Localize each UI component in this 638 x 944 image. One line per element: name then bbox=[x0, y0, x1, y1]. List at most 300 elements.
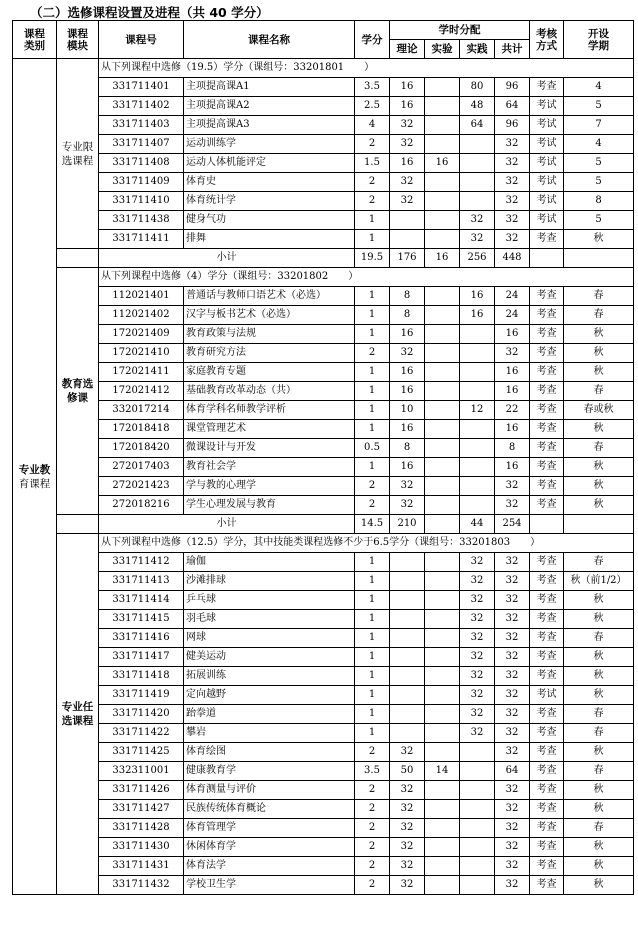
header-term: 开设 学期 bbox=[564, 21, 634, 59]
experiment-hours bbox=[425, 572, 460, 591]
header-practice: 实践 bbox=[460, 40, 495, 59]
credit: 2 bbox=[355, 173, 390, 192]
total-hours: 96 bbox=[495, 116, 530, 135]
course-code: 112021402 bbox=[99, 306, 184, 325]
course-name: 教育研究方法 bbox=[184, 344, 355, 363]
total-hours: 32 bbox=[495, 705, 530, 724]
course-code: 331711410 bbox=[99, 192, 184, 211]
experiment-hours bbox=[425, 458, 460, 477]
theory-hours: 32 bbox=[390, 496, 425, 515]
subtotal-total: 448 bbox=[495, 249, 530, 268]
course-code: 331711430 bbox=[99, 838, 184, 857]
term: 秋 bbox=[564, 458, 634, 477]
term: 4 bbox=[564, 78, 634, 97]
total-hours: 32 bbox=[495, 667, 530, 686]
total-hours: 32 bbox=[495, 477, 530, 496]
course-name: 主项提高课A1 bbox=[184, 78, 355, 97]
course-code: 331711426 bbox=[99, 781, 184, 800]
term: 秋（前1/2） bbox=[564, 572, 634, 591]
table-row bbox=[13, 705, 634, 724]
table-row bbox=[13, 857, 634, 876]
header-module: 课程 模块 bbox=[57, 21, 99, 59]
practice-hours bbox=[460, 363, 495, 382]
theory-hours: 16 bbox=[390, 97, 425, 116]
assessment: 考查 bbox=[530, 876, 564, 895]
assessment: 考查 bbox=[530, 705, 564, 724]
experiment-hours bbox=[425, 306, 460, 325]
total-hours: 32 bbox=[495, 610, 530, 629]
theory-hours bbox=[390, 724, 425, 743]
experiment-hours bbox=[425, 667, 460, 686]
table-row bbox=[13, 325, 634, 344]
total-hours: 64 bbox=[495, 97, 530, 116]
theory-hours bbox=[390, 686, 425, 705]
experiment-hours bbox=[425, 591, 460, 610]
subtotal-label: 小计 bbox=[99, 515, 355, 534]
assessment: 考查 bbox=[530, 287, 564, 306]
term: 秋 bbox=[564, 230, 634, 249]
practice-hours: 32 bbox=[460, 648, 495, 667]
assessment: 考查 bbox=[530, 344, 564, 363]
practice-hours: 32 bbox=[460, 230, 495, 249]
table-row bbox=[13, 458, 634, 477]
table-row bbox=[13, 363, 634, 382]
course-name: 沙滩排球 bbox=[184, 572, 355, 591]
course-code: 331711418 bbox=[99, 667, 184, 686]
theory-hours: 50 bbox=[390, 762, 425, 781]
experiment-hours bbox=[425, 838, 460, 857]
practice-hours bbox=[460, 173, 495, 192]
course-name: 瑜伽 bbox=[184, 553, 355, 572]
assessment: 考查 bbox=[530, 553, 564, 572]
course-code: 172021412 bbox=[99, 382, 184, 401]
theory-hours: 32 bbox=[390, 344, 425, 363]
module-cell: 专业任 选课程 bbox=[57, 534, 99, 895]
table-row bbox=[13, 496, 634, 515]
assessment: 考查 bbox=[530, 382, 564, 401]
total-hours: 32 bbox=[495, 819, 530, 838]
term: 秋 bbox=[564, 363, 634, 382]
theory-hours: 32 bbox=[390, 857, 425, 876]
experiment-hours bbox=[425, 173, 460, 192]
table-row bbox=[13, 667, 634, 686]
table-row bbox=[13, 401, 634, 420]
term: 秋 bbox=[564, 838, 634, 857]
total-hours: 16 bbox=[495, 458, 530, 477]
table-row bbox=[13, 781, 634, 800]
course-code: 272021423 bbox=[99, 477, 184, 496]
table-row bbox=[13, 477, 634, 496]
experiment-hours bbox=[425, 344, 460, 363]
term: 4 bbox=[564, 135, 634, 154]
credit: 1 bbox=[355, 724, 390, 743]
theory-hours bbox=[390, 610, 425, 629]
experiment-hours bbox=[425, 743, 460, 762]
course-name: 网球 bbox=[184, 629, 355, 648]
table-row bbox=[13, 439, 634, 458]
credit: 1 bbox=[355, 648, 390, 667]
course-name: 跆拳道 bbox=[184, 705, 355, 724]
table-row bbox=[13, 382, 634, 401]
assessment: 考试 bbox=[530, 116, 564, 135]
table-title: （二）选修课程设置及进程（共 40 学分） bbox=[30, 5, 269, 20]
term: 秋 bbox=[564, 344, 634, 363]
module-empty-cell bbox=[57, 249, 99, 268]
course-code: 332017214 bbox=[99, 401, 184, 420]
course-code: 331711407 bbox=[99, 135, 184, 154]
credit: 3.5 bbox=[355, 78, 390, 97]
subtotal-row bbox=[13, 249, 634, 268]
table-row bbox=[13, 819, 634, 838]
practice-hours bbox=[460, 819, 495, 838]
credit: 2 bbox=[355, 781, 390, 800]
term: 春 bbox=[564, 306, 634, 325]
experiment-hours: 16 bbox=[425, 154, 460, 173]
practice-hours bbox=[460, 743, 495, 762]
practice-hours: 12 bbox=[460, 401, 495, 420]
experiment-hours bbox=[425, 116, 460, 135]
term: 秋 bbox=[564, 610, 634, 629]
credit: 1 bbox=[355, 572, 390, 591]
term: 春或秋 bbox=[564, 401, 634, 420]
course-code: 331711417 bbox=[99, 648, 184, 667]
total-hours: 32 bbox=[495, 154, 530, 173]
header-code: 课程号 bbox=[99, 21, 184, 59]
experiment-hours bbox=[425, 135, 460, 154]
assessment: 考查 bbox=[530, 629, 564, 648]
subtotal-credit: 19.5 bbox=[355, 249, 390, 268]
course-name: 民族传统体育概论 bbox=[184, 800, 355, 819]
course-name: 体育统计学 bbox=[184, 192, 355, 211]
practice-hours bbox=[460, 800, 495, 819]
course-code: 272018216 bbox=[99, 496, 184, 515]
assessment: 考查 bbox=[530, 306, 564, 325]
total-hours: 22 bbox=[495, 401, 530, 420]
credit: 1 bbox=[355, 629, 390, 648]
term: 秋 bbox=[564, 743, 634, 762]
assessment: 考查 bbox=[530, 572, 564, 591]
practice-hours: 64 bbox=[460, 116, 495, 135]
course-name: 教育社会学 bbox=[184, 458, 355, 477]
theory-hours bbox=[390, 230, 425, 249]
assessment: 考试 bbox=[530, 154, 564, 173]
credit: 2 bbox=[355, 743, 390, 762]
total-hours: 32 bbox=[495, 686, 530, 705]
assessment: 考查 bbox=[530, 667, 564, 686]
experiment-hours bbox=[425, 401, 460, 420]
course-code: 331711432 bbox=[99, 876, 184, 895]
assessment: 考查 bbox=[530, 819, 564, 838]
theory-hours: 16 bbox=[390, 420, 425, 439]
credit: 1 bbox=[355, 363, 390, 382]
subtotal-theory: 210 bbox=[390, 515, 425, 534]
theory-hours: 32 bbox=[390, 116, 425, 135]
term: 秋 bbox=[564, 477, 634, 496]
table-row bbox=[13, 230, 634, 249]
total-hours: 32 bbox=[495, 838, 530, 857]
theory-hours: 32 bbox=[390, 876, 425, 895]
credit: 0.5 bbox=[355, 439, 390, 458]
experiment-hours bbox=[425, 363, 460, 382]
course-code: 331711438 bbox=[99, 211, 184, 230]
course-name: 体育管理学 bbox=[184, 819, 355, 838]
experiment-hours bbox=[425, 382, 460, 401]
term: 秋 bbox=[564, 686, 634, 705]
experiment-hours bbox=[425, 857, 460, 876]
practice-hours bbox=[460, 344, 495, 363]
course-name: 体育学科名师教学评析 bbox=[184, 401, 355, 420]
theory-hours bbox=[390, 553, 425, 572]
term: 5 bbox=[564, 154, 634, 173]
theory-hours bbox=[390, 667, 425, 686]
credit: 3.5 bbox=[355, 762, 390, 781]
table-row bbox=[13, 762, 634, 781]
category-cell: 专业教 育课程 bbox=[13, 59, 57, 895]
course-code: 331711401 bbox=[99, 78, 184, 97]
term: 春 bbox=[564, 705, 634, 724]
table-row bbox=[13, 116, 634, 135]
theory-hours bbox=[390, 629, 425, 648]
course-code: 331711420 bbox=[99, 705, 184, 724]
table-row bbox=[13, 173, 634, 192]
credit: 2 bbox=[355, 800, 390, 819]
assessment: 考查 bbox=[530, 857, 564, 876]
total-hours: 32 bbox=[495, 553, 530, 572]
experiment-hours bbox=[425, 724, 460, 743]
theory-hours: 32 bbox=[390, 192, 425, 211]
theory-hours: 32 bbox=[390, 135, 425, 154]
section-intro: 从下列课程中选修（4）学分（课组号：33201802 ） bbox=[99, 268, 634, 287]
experiment-hours bbox=[425, 230, 460, 249]
table-row bbox=[13, 553, 634, 572]
course-code: 331711415 bbox=[99, 610, 184, 629]
practice-hours: 16 bbox=[460, 287, 495, 306]
assessment: 考查 bbox=[530, 230, 564, 249]
credit: 1 bbox=[355, 306, 390, 325]
table-row bbox=[13, 192, 634, 211]
theory-hours: 16 bbox=[390, 154, 425, 173]
theory-hours bbox=[390, 211, 425, 230]
assessment: 考查 bbox=[530, 800, 564, 819]
credit: 2 bbox=[355, 477, 390, 496]
practice-hours bbox=[460, 838, 495, 857]
header-theory: 理论 bbox=[390, 40, 425, 59]
term: 秋 bbox=[564, 857, 634, 876]
table-row bbox=[13, 572, 634, 591]
table-row bbox=[13, 211, 634, 230]
term: 春 bbox=[564, 382, 634, 401]
table-row bbox=[13, 591, 634, 610]
table-row bbox=[13, 686, 634, 705]
assessment: 考试 bbox=[530, 97, 564, 116]
credit: 2 bbox=[355, 135, 390, 154]
subtotal-label: 小计 bbox=[99, 249, 355, 268]
practice-hours bbox=[460, 458, 495, 477]
assessment: 考试 bbox=[530, 173, 564, 192]
course-name: 体育绘图 bbox=[184, 743, 355, 762]
theory-hours: 32 bbox=[390, 477, 425, 496]
table-row bbox=[13, 648, 634, 667]
credit: 1 bbox=[355, 287, 390, 306]
subtotal-theory: 176 bbox=[390, 249, 425, 268]
credit: 2 bbox=[355, 344, 390, 363]
experiment-hours bbox=[425, 648, 460, 667]
practice-hours bbox=[460, 496, 495, 515]
assessment: 考试 bbox=[530, 686, 564, 705]
credit: 2 bbox=[355, 496, 390, 515]
experiment-hours bbox=[425, 439, 460, 458]
term: 春 bbox=[564, 629, 634, 648]
total-hours: 16 bbox=[495, 325, 530, 344]
theory-hours: 32 bbox=[390, 838, 425, 857]
credit: 1 bbox=[355, 325, 390, 344]
assessment: 考查 bbox=[530, 325, 564, 344]
table-row bbox=[13, 724, 634, 743]
credit: 1 bbox=[355, 458, 390, 477]
credit: 1 bbox=[355, 667, 390, 686]
total-hours: 16 bbox=[495, 363, 530, 382]
total-hours: 32 bbox=[495, 135, 530, 154]
practice-hours: 32 bbox=[460, 705, 495, 724]
course-name: 微课设计与开发 bbox=[184, 439, 355, 458]
practice-hours: 32 bbox=[460, 667, 495, 686]
total-hours: 64 bbox=[495, 762, 530, 781]
theory-hours: 32 bbox=[390, 800, 425, 819]
course-code: 272017403 bbox=[99, 458, 184, 477]
term: 5 bbox=[564, 97, 634, 116]
total-hours: 24 bbox=[495, 306, 530, 325]
total-hours: 32 bbox=[495, 743, 530, 762]
theory-hours: 16 bbox=[390, 382, 425, 401]
course-code: 331711414 bbox=[99, 591, 184, 610]
course-name: 学与教的心理学 bbox=[184, 477, 355, 496]
theory-hours bbox=[390, 648, 425, 667]
course-code: 332311001 bbox=[99, 762, 184, 781]
credit: 1 bbox=[355, 553, 390, 572]
subtotal-empty-cell bbox=[564, 249, 634, 268]
header-name: 课程名称 bbox=[184, 21, 355, 59]
table-row bbox=[13, 743, 634, 762]
elective-course-table bbox=[12, 20, 634, 895]
table-row bbox=[13, 135, 634, 154]
total-hours: 32 bbox=[495, 344, 530, 363]
section-intro: 从下列课程中选修（19.5）学分（课组号：33201801 ） bbox=[99, 59, 634, 78]
subtotal-empty-cell bbox=[564, 515, 634, 534]
term: 春 bbox=[564, 819, 634, 838]
course-code: 331711403 bbox=[99, 116, 184, 135]
assessment: 考查 bbox=[530, 724, 564, 743]
term: 秋 bbox=[564, 667, 634, 686]
assessment: 考查 bbox=[530, 496, 564, 515]
subtotal-practice: 256 bbox=[460, 249, 495, 268]
credit: 1 bbox=[355, 686, 390, 705]
total-hours: 32 bbox=[495, 781, 530, 800]
assessment: 考查 bbox=[530, 648, 564, 667]
experiment-hours bbox=[425, 211, 460, 230]
theory-hours: 32 bbox=[390, 781, 425, 800]
section-intro: 从下列课程中选修（12.5）学分，其中技能类课程选修不少于6.5学分（课组号：33201803 ） bbox=[99, 534, 634, 553]
course-code: 331711409 bbox=[99, 173, 184, 192]
assessment: 考查 bbox=[530, 363, 564, 382]
credit: 2 bbox=[355, 838, 390, 857]
total-hours: 32 bbox=[495, 857, 530, 876]
subtotal-practice: 44 bbox=[460, 515, 495, 534]
subtotal-total: 254 bbox=[495, 515, 530, 534]
theory-hours: 16 bbox=[390, 325, 425, 344]
credit: 1 bbox=[355, 211, 390, 230]
course-name: 排舞 bbox=[184, 230, 355, 249]
assessment: 考试 bbox=[530, 192, 564, 211]
credit: 1 bbox=[355, 420, 390, 439]
table-row bbox=[13, 306, 634, 325]
course-name: 拓展训练 bbox=[184, 667, 355, 686]
table-row bbox=[13, 876, 634, 895]
subtotal-credit: 14.5 bbox=[355, 515, 390, 534]
total-hours: 32 bbox=[495, 211, 530, 230]
experiment-hours bbox=[425, 420, 460, 439]
course-name: 羽毛球 bbox=[184, 610, 355, 629]
total-hours: 32 bbox=[495, 173, 530, 192]
theory-hours bbox=[390, 591, 425, 610]
header-category: 课程 类别 bbox=[13, 21, 57, 59]
experiment-hours bbox=[425, 800, 460, 819]
term: 秋 bbox=[564, 325, 634, 344]
course-code: 172021411 bbox=[99, 363, 184, 382]
assessment: 考查 bbox=[530, 591, 564, 610]
subtotal-empty-cell bbox=[530, 515, 564, 534]
experiment-hours bbox=[425, 192, 460, 211]
course-code: 331711425 bbox=[99, 743, 184, 762]
course-name: 主项提高课A2 bbox=[184, 97, 355, 116]
term: 秋 bbox=[564, 781, 634, 800]
practice-hours bbox=[460, 477, 495, 496]
theory-hours: 16 bbox=[390, 458, 425, 477]
table-row bbox=[13, 154, 634, 173]
course-name: 运动训练学 bbox=[184, 135, 355, 154]
total-hours: 32 bbox=[495, 591, 530, 610]
practice-hours: 48 bbox=[460, 97, 495, 116]
header-total: 共计 bbox=[495, 40, 530, 59]
total-hours: 16 bbox=[495, 382, 530, 401]
course-code: 172021410 bbox=[99, 344, 184, 363]
total-hours: 32 bbox=[495, 724, 530, 743]
table-row bbox=[13, 97, 634, 116]
table-row bbox=[13, 800, 634, 819]
total-hours: 32 bbox=[495, 230, 530, 249]
assessment: 考查 bbox=[530, 401, 564, 420]
course-code: 331711428 bbox=[99, 819, 184, 838]
experiment-hours bbox=[425, 781, 460, 800]
total-hours: 32 bbox=[495, 572, 530, 591]
course-name: 主项提高课A3 bbox=[184, 116, 355, 135]
credit: 2 bbox=[355, 192, 390, 211]
experiment-hours bbox=[425, 819, 460, 838]
table-row bbox=[13, 629, 634, 648]
section-intro-row bbox=[13, 59, 634, 78]
total-hours: 32 bbox=[495, 800, 530, 819]
subtotal-row bbox=[13, 515, 634, 534]
practice-hours bbox=[460, 382, 495, 401]
practice-hours: 16 bbox=[460, 306, 495, 325]
course-name: 乒乓球 bbox=[184, 591, 355, 610]
credit: 2 bbox=[355, 819, 390, 838]
term: 春 bbox=[564, 287, 634, 306]
theory-hours: 16 bbox=[390, 78, 425, 97]
term: 秋 bbox=[564, 800, 634, 819]
total-hours: 32 bbox=[495, 192, 530, 211]
course-code: 331711427 bbox=[99, 800, 184, 819]
assessment: 考查 bbox=[530, 420, 564, 439]
